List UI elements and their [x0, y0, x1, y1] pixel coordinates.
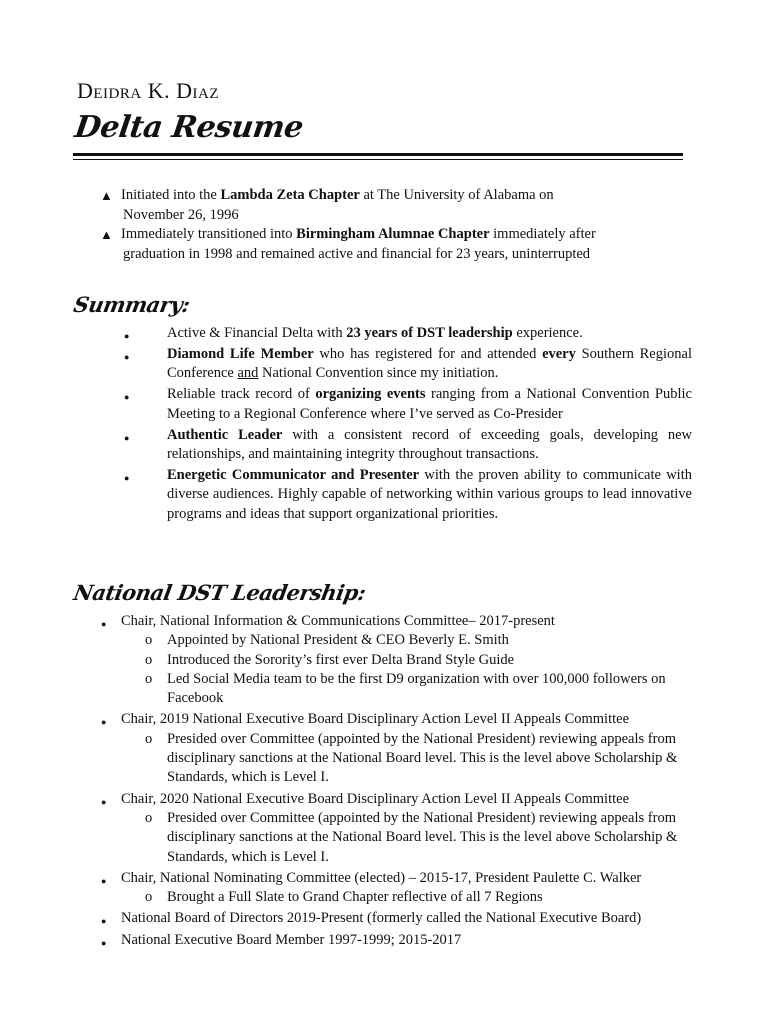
- intro-line: [121, 225, 680, 245]
- header-rule-thick: [73, 153, 683, 156]
- text-segment: with the proven ability to communicate with diverse audiences. Highly capable of networking within various groups to lead innovative programs and ideas that support organizational priorities.: [167, 466, 692, 522]
- bullet-icon: ●: [101, 916, 107, 927]
- leadership-item: [100, 909, 700, 928]
- leadership-item: [100, 869, 700, 888]
- leadership-role: Chair, 2019 National Executive Board Disciplinary Action Level II Appeals Committee: [121, 711, 630, 728]
- summary-item: [120, 324, 692, 343]
- bullet-icon: ●: [101, 717, 107, 728]
- person-name: Deidra K. Diaz: [77, 78, 219, 103]
- bullet-icon: ●: [124, 331, 130, 341]
- text-segment: immediately after: [489, 226, 596, 242]
- leadership-sub-item: [100, 888, 700, 907]
- bold-text: every: [542, 345, 576, 362]
- circle-bullet-icon: o: [145, 651, 153, 668]
- bullet-icon: ●: [101, 796, 107, 807]
- circle-bullet-icon: o: [145, 730, 153, 747]
- leadership-item: [100, 612, 700, 631]
- sub-item-text: Led Social Media team to be the first D9 organization with over 100,000 followers on Facebook: [167, 670, 666, 707]
- text-segment: National Convention since my initiation.: [258, 365, 499, 382]
- bold-text: Energetic Communicator and Presenter: [167, 466, 420, 483]
- bullet-icon: ●: [124, 472, 130, 483]
- triangle-bullet-icon: ▲: [100, 227, 113, 242]
- intro-list: [100, 186, 680, 264]
- bold-text: Diamond Life Member: [167, 345, 314, 362]
- text-segment: Reliable track record of: [167, 386, 316, 403]
- text-segment: Immediately transitioned into: [121, 226, 297, 242]
- sub-item-text: Presided over Committee (appointed by the National President) reviewing appeals from disciplinary sanctions at the National Board level. This is the level above Scholarship & Standards, which is Level I.: [167, 730, 678, 786]
- leadership-sub-item: [100, 809, 700, 867]
- summary-item: [120, 466, 692, 524]
- sub-item-text: Introduced the Sorority’s first ever Delta Brand Style Guide: [167, 651, 515, 668]
- summary-heading: Summary:: [71, 292, 192, 317]
- leadership-heading: National DST Leadership:: [71, 580, 368, 605]
- text-segment: who has registered for and attended: [313, 345, 543, 362]
- text-segment: ranging from a National Convention Public Meeting to a Regional Conference where I’ve served as Co-Presider: [167, 386, 692, 422]
- bullet-icon: ●: [101, 937, 107, 948]
- intro-line: [121, 186, 680, 206]
- intro-line-continued: graduation in 1998 and remained active and financial for 23 years, uninterrupted: [123, 245, 591, 262]
- leadership-item: [100, 790, 700, 809]
- header-rule-thin: [73, 159, 683, 160]
- sub-item-text: Brought a Full Slate to Grand Chapter reflective of all 7 Regions: [167, 889, 543, 906]
- circle-bullet-icon: o: [145, 670, 153, 687]
- leadership-sub-item: [100, 670, 700, 709]
- bold-text: organizing events: [315, 386, 426, 403]
- bold-text: Authentic Leader: [167, 426, 283, 443]
- bullet-icon: ●: [101, 619, 107, 629]
- summary-list: [120, 324, 692, 526]
- text-segment: experience.: [512, 325, 583, 341]
- text-segment: Initiated into the: [121, 187, 221, 203]
- summary-item: [120, 426, 692, 465]
- leadership-role: Chair, National Nominating Committee (elected) – 2015-17, President Paulette C. Walker: [121, 869, 642, 886]
- leadership-role: National Executive Board Member 1997-1999; 2015-2017: [121, 931, 462, 948]
- leadership-role: Chair, 2020 National Executive Board Disciplinary Action Level II Appeals Committee: [121, 790, 630, 807]
- summary-item: [120, 345, 692, 384]
- triangle-bullet-icon: ▲: [100, 188, 113, 203]
- leadership-sub-item: [100, 631, 700, 650]
- circle-bullet-icon: o: [145, 809, 153, 826]
- leadership-item: [100, 931, 700, 950]
- underlined-text: and: [237, 365, 259, 382]
- intro-item: [100, 186, 680, 225]
- leadership-item: [100, 710, 700, 729]
- text-segment: at The University of Alabama on: [359, 187, 554, 203]
- bullet-icon: ●: [124, 432, 130, 443]
- sub-item-text: Presided over Committee (appointed by the National President) reviewing appeals from disciplinary sanctions at the National Board level. This is the level above Scholarship & Standards, which is Level I.: [167, 809, 678, 865]
- leadership-sub-item: [100, 730, 700, 788]
- leadership-role: National Board of Directors 2019-Present (formerly called the National Executive Board): [121, 910, 642, 927]
- circle-bullet-icon: o: [145, 632, 153, 649]
- summary-item: [120, 385, 692, 424]
- text-segment: Southern Regional Conference: [167, 345, 692, 382]
- circle-bullet-icon: o: [145, 889, 153, 906]
- item-spacer: [100, 950, 700, 952]
- intro-item: [100, 225, 680, 264]
- leadership-list: [100, 612, 700, 952]
- leadership-sub-item: [100, 651, 700, 670]
- bullet-icon: ●: [101, 875, 107, 886]
- bullet-icon: ●: [124, 351, 130, 362]
- text-segment: with a consistent record of exceeding goals, developing new relationships, and maintaining integrity throughout transactions.: [167, 426, 692, 462]
- sub-item-text: Appointed by National President & CEO Beverly E. Smith: [167, 632, 509, 649]
- text-segment: Active & Financial Delta with: [167, 325, 347, 341]
- intro-line-continued: November 26, 1996: [123, 206, 239, 223]
- bullet-icon: ●: [124, 392, 130, 403]
- leadership-role: Chair, National Information & Communications Committee– 2017-present: [121, 613, 555, 629]
- bold-text: 23 years of DST leadership: [346, 325, 513, 341]
- bold-text: Birmingham Alumnae Chapter: [296, 226, 490, 242]
- document-title: Delta Resume: [72, 110, 306, 145]
- bold-text: Lambda Zeta Chapter: [220, 187, 360, 203]
